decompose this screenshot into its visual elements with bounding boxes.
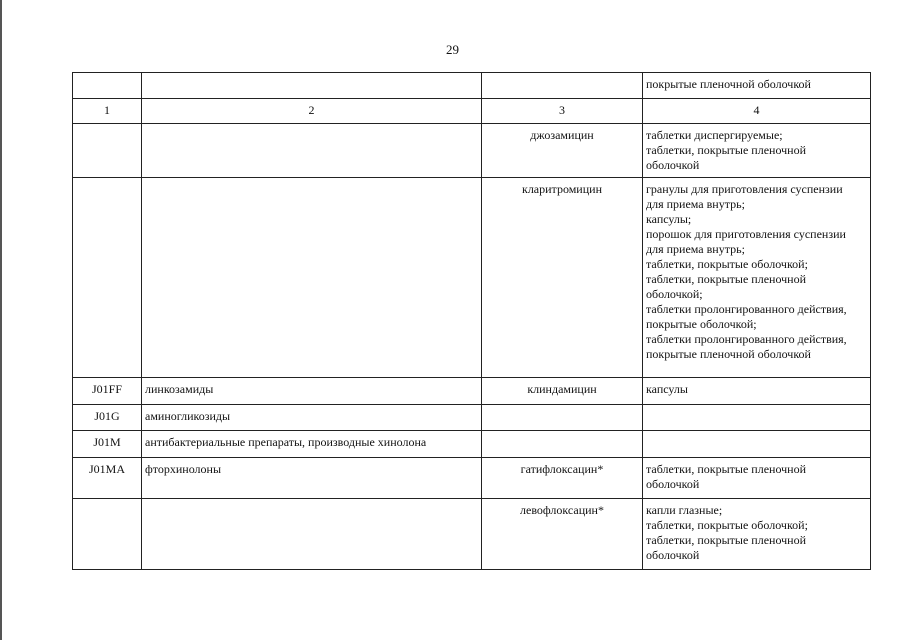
group-name-cell: фторхинолоны bbox=[142, 458, 482, 499]
dosage-forms-cell bbox=[643, 405, 871, 431]
dosage-form-line: покрытые оболочкой; bbox=[646, 317, 757, 331]
dosage-form-line: таблетки, покрытые пленочной bbox=[646, 272, 807, 286]
atc-code-cell bbox=[73, 124, 142, 178]
group-name-cell: 2 bbox=[142, 99, 482, 124]
dosage-form-line: порошок для приготовления суспензии bbox=[646, 227, 846, 241]
page-left-edge bbox=[0, 0, 2, 640]
atc-code-cell: J01G bbox=[73, 405, 142, 431]
atc-code-cell bbox=[73, 178, 142, 378]
group-name-cell bbox=[142, 124, 482, 178]
dosage-form-line: гранулы для приготовления суспензии bbox=[646, 182, 843, 196]
column-numbering-row bbox=[73, 99, 871, 124]
dosage-form-line: таблетки, покрытые пленочной bbox=[646, 533, 807, 547]
group-name-cell: аминогликозиды bbox=[142, 405, 482, 431]
atc-code-cell: 1 bbox=[73, 99, 142, 124]
substance-cell: джозамицин bbox=[482, 124, 643, 178]
dosage-form-line: капсулы; bbox=[646, 212, 692, 226]
dosage-form-line: покрытые пленочной оболочкой bbox=[646, 77, 811, 91]
group-name-cell: линкозамиды bbox=[142, 378, 482, 405]
dosage-forms-cell bbox=[643, 124, 871, 178]
group-name-cell bbox=[142, 178, 482, 378]
dosage-form-line: таблетки диспергируемые; bbox=[646, 128, 783, 142]
table-row bbox=[73, 499, 871, 570]
medicines-table bbox=[72, 72, 871, 570]
dosage-form-line: для приема внутрь; bbox=[646, 242, 745, 256]
atc-code-cell bbox=[73, 73, 142, 99]
dosage-forms-cell bbox=[643, 378, 871, 405]
substance-cell: кларитромицин bbox=[482, 178, 643, 378]
dosage-forms-cell bbox=[643, 99, 871, 124]
page-number: 29 bbox=[446, 42, 459, 57]
dosage-form-line: таблетки, покрытые пленочной bbox=[646, 143, 807, 157]
dosage-form-line: для приема внутрь; bbox=[646, 197, 745, 211]
table-row bbox=[73, 178, 871, 378]
group-name-cell bbox=[142, 73, 482, 99]
atc-code-cell: J01FF bbox=[73, 378, 142, 405]
substance-cell: левофлоксацин* bbox=[482, 499, 643, 570]
dosage-form-line: таблетки пролонгированного действия, bbox=[646, 302, 847, 316]
dosage-forms-cell bbox=[643, 458, 871, 499]
atc-code-cell bbox=[73, 499, 142, 570]
substance-cell: гатифлоксацин* bbox=[482, 458, 643, 499]
dosage-form-line: оболочкой bbox=[646, 477, 700, 491]
dosage-form-line: таблетки, покрытые оболочкой; bbox=[646, 257, 808, 271]
dosage-form-line: таблетки пролонгированного действия, bbox=[646, 332, 847, 346]
dosage-form-line: 4 bbox=[753, 103, 760, 117]
substance-cell bbox=[482, 431, 643, 458]
table-body bbox=[73, 73, 871, 570]
dosage-form-line: капсулы bbox=[646, 382, 688, 396]
dosage-forms-cell bbox=[643, 431, 871, 458]
atc-code-cell: J01M bbox=[73, 431, 142, 458]
table-row bbox=[73, 405, 871, 431]
table-row bbox=[73, 378, 871, 405]
table-row bbox=[73, 431, 871, 458]
table-row bbox=[73, 124, 871, 178]
dosage-form-line: оболочкой bbox=[646, 548, 700, 562]
substance-cell bbox=[482, 73, 643, 99]
group-name-cell bbox=[142, 499, 482, 570]
dosage-form-line: оболочкой bbox=[646, 158, 700, 172]
dosage-form-line: покрытые пленочной оболочкой bbox=[646, 347, 811, 361]
dosage-forms-cell bbox=[643, 499, 871, 570]
substance-cell: 3 bbox=[482, 99, 643, 124]
dosage-forms-cell bbox=[643, 178, 871, 378]
group-name-cell: антибактериальные препараты, производные хинолона bbox=[142, 431, 482, 458]
dosage-forms-cell bbox=[643, 73, 871, 99]
substance-cell: клиндамицин bbox=[482, 378, 643, 405]
dosage-form-line: оболочкой; bbox=[646, 287, 703, 301]
table-row bbox=[73, 73, 871, 99]
atc-code-cell: J01MA bbox=[73, 458, 142, 499]
dosage-form-line: таблетки, покрытые пленочной bbox=[646, 462, 807, 476]
dosage-form-line: таблетки, покрытые оболочкой; bbox=[646, 518, 808, 532]
dosage-form-line: капли глазные; bbox=[646, 503, 723, 517]
table-row bbox=[73, 458, 871, 499]
substance-cell bbox=[482, 405, 643, 431]
